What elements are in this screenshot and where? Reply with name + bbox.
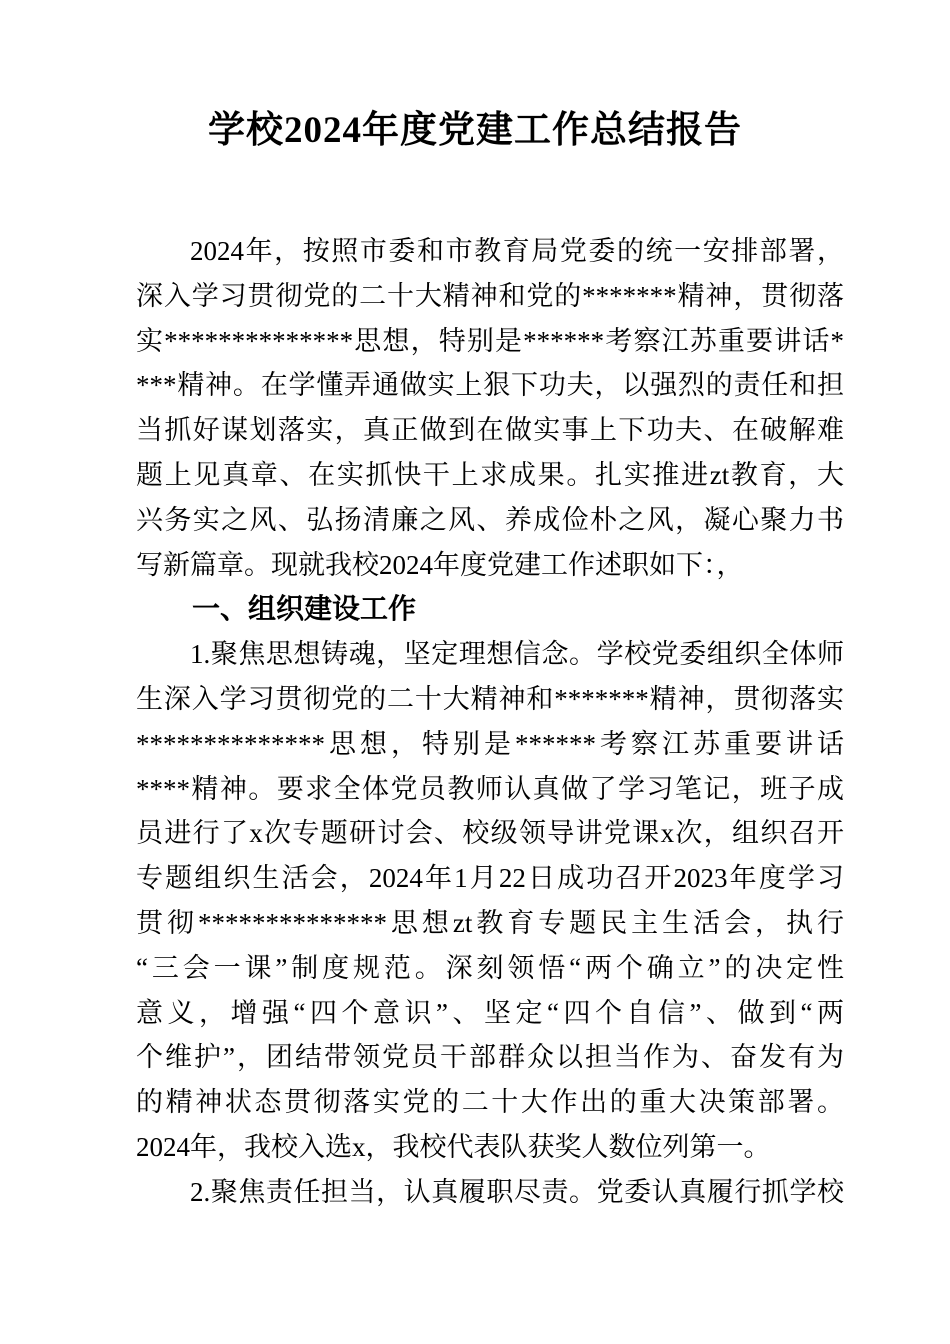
text-line: 专题组织生活会，2024年1月22日成功召开2023年度学习 <box>136 863 844 894</box>
text-line: 写新篇章。现就我校2024年度党建工作述职如下：， <box>136 549 744 580</box>
text-line: 2024年，按照市委和市教育局党委的统一安排部署， <box>190 236 844 266</box>
document-body <box>136 229 844 1215</box>
text-line: 2024年，我校入选x，我校代表队获奖人数位列第一。 <box>136 1131 771 1162</box>
paragraph <box>136 229 844 587</box>
text-line: ***精神。在学懂弄通做实上狠下功夫，以强烈的责任和担 <box>136 370 844 401</box>
text-line: 兴务实之风、弘扬清廉之风、养成俭朴之风，凝心聚力书 <box>136 504 844 535</box>
text-line: 实**************思想，特别是******考察江苏重要讲话* <box>136 325 844 356</box>
section-heading: 一、组织建设工作 <box>192 593 417 625</box>
text-line: 贯彻**************思想zt教育专题民主生活会，执行 <box>136 907 844 938</box>
paragraph <box>136 1170 844 1215</box>
document-title: 学校2024年度党建工作总结报告 <box>208 110 742 151</box>
text-line: 的精神状态贯彻落实党的二十大作出的重大决策部署。 <box>136 1087 844 1118</box>
text-line: 个维护”，团结带领党员干部群众以担当作为、奋发有为 <box>136 1042 844 1073</box>
text-line: 生深入学习贯彻党的二十大精神和*******精神，贯彻落实 <box>136 683 844 714</box>
text-line: 当抓好谋划落实，真正做到在做实事上下功夫、在破解难 <box>136 415 844 446</box>
text-line: 深入学习贯彻党的二十大精神和党的*******精神，贯彻落 <box>136 280 844 311</box>
text-line: 员进行了x次专题研讨会、校级领导讲党课x次，组织召开 <box>136 818 844 849</box>
text-line: **************思想，特别是******考察江苏重要讲话 <box>136 728 844 759</box>
text-line: 2.聚焦责任担当，认真履职尽责。党委认真履行抓学校 <box>190 1176 844 1207</box>
text-line: ****精神。要求全体党员教师认真做了学习笔记，班子成 <box>136 773 844 804</box>
paragraph <box>136 632 844 1170</box>
text-line: 1.聚焦思想铸魂，坚定理想信念。学校党委组织全体师 <box>190 639 844 670</box>
text-line: “三会一课”制度规范。深刻领悟“两个确立”的决定性 <box>136 952 844 983</box>
text-line: 题上见真章、在实抓快干上求成果。扎实推进zt教育，大 <box>136 459 844 490</box>
text-line: 意义，增强“四个意识”、坚定“四个自信”、做到“两 <box>136 997 844 1028</box>
